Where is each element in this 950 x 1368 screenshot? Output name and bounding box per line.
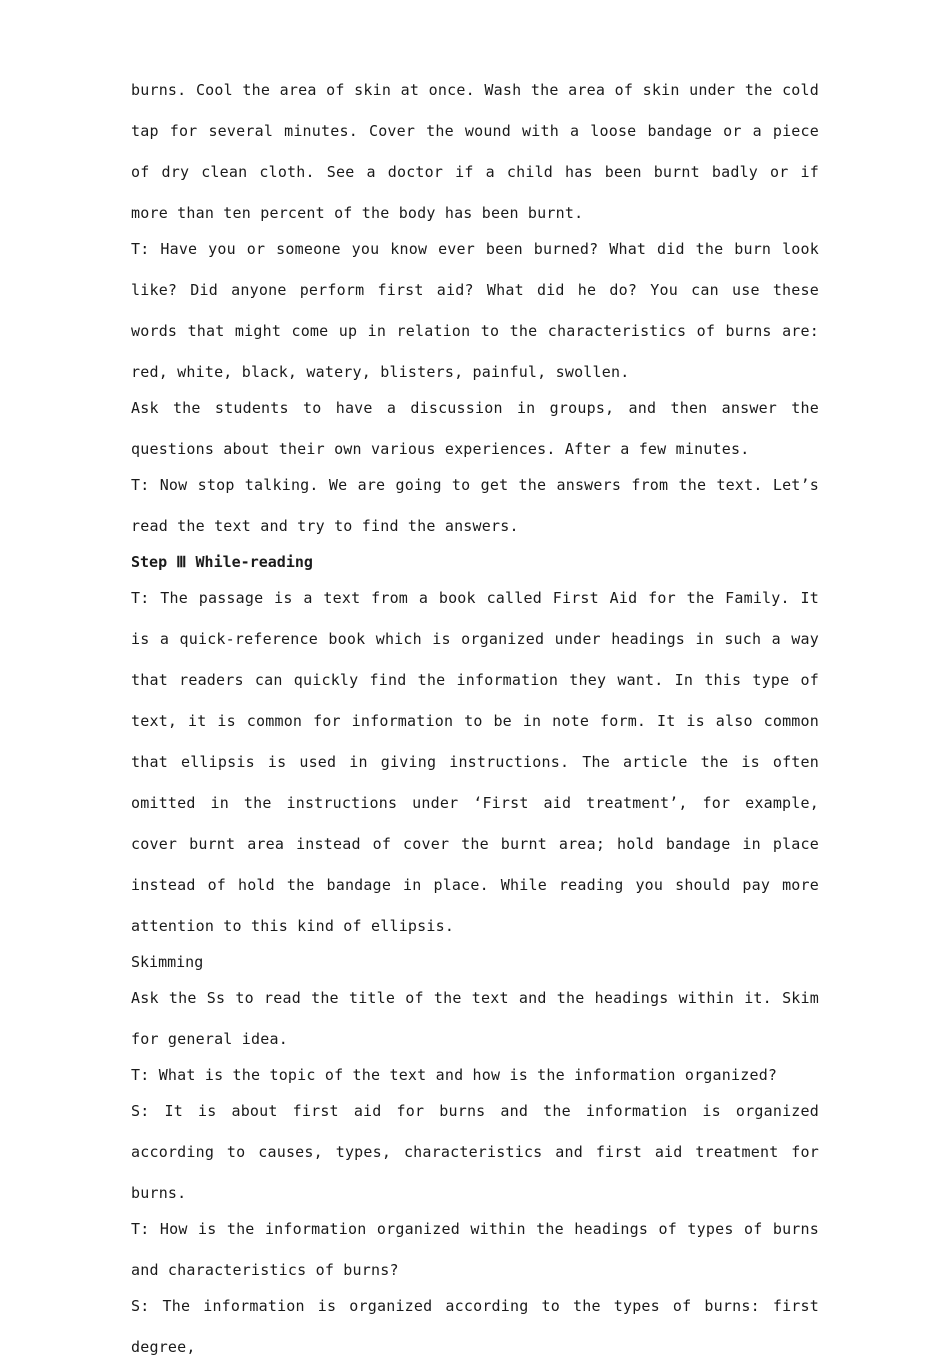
paragraph-topic-question: T: What is the topic of the text and how is the information organized? [131, 1066, 778, 1084]
paragraph-skim-instructions: Ask the Ss to read the title of the text and the headings within it. Skim for general idea. [131, 989, 819, 1048]
paragraph-organization-answer: S: The information is organized according to the types of burns: first degree, [131, 1297, 819, 1356]
paragraph-passage-description: T: The passage is a text from a book called First Aid for the Family. It is a quick-reference book which is organized under headings in such a way that readers can quickly find the information they want. In this type of text, it is common for information to be in note form. It is also common that ellipsis is used in giving instructions. The article the is often omitted in the instructions under ‘First aid treatment’, for example, cover burnt area instead of cover the burnt area; hold bandage in place instead of hold the bandage in place. While reading you should pay more attention to this kind of ellipsis. [131, 589, 819, 935]
paragraph-teacher-question-burned: T: Have you or someone you know ever been burned? What did the burn look like? Did anyone perform first aid? What did he do? You can use these words that might come up in relation to the characteristics of burns are: red, white, black, watery, blisters, painful, swollen. [131, 240, 819, 381]
section-heading-while-reading: Step Ⅲ While-reading [131, 553, 313, 571]
paragraph-group-discussion: Ask the students to have a discussion in groups, and then answer the questions about their own various experiences. After a few minutes. [131, 399, 819, 458]
paragraph-stop-talking: T: Now stop talking. We are going to get the answers from the text. Let’s read the text and try to find the answers. [131, 476, 819, 535]
paragraph-topic-answer: S: It is about first aid for burns and the information is organized according to causes, types, characteristics and first aid treatment for burns. [131, 1102, 819, 1202]
paragraph-organization-question: T: How is the information organized within the headings of types of burns and characteristics of burns? [131, 1220, 819, 1279]
subheading-skimming: Skimming [131, 953, 204, 971]
paragraph-burn-treatment: burns. Cool the area of skin at once. Wash the area of skin under the cold tap for several minutes. Cover the wound with a loose bandage or a piece of dry clean cloth. See a doctor if a child has been burnt badly or if more than ten percent of the body has been burnt. [131, 81, 819, 222]
document-page [131, 70, 819, 1368]
